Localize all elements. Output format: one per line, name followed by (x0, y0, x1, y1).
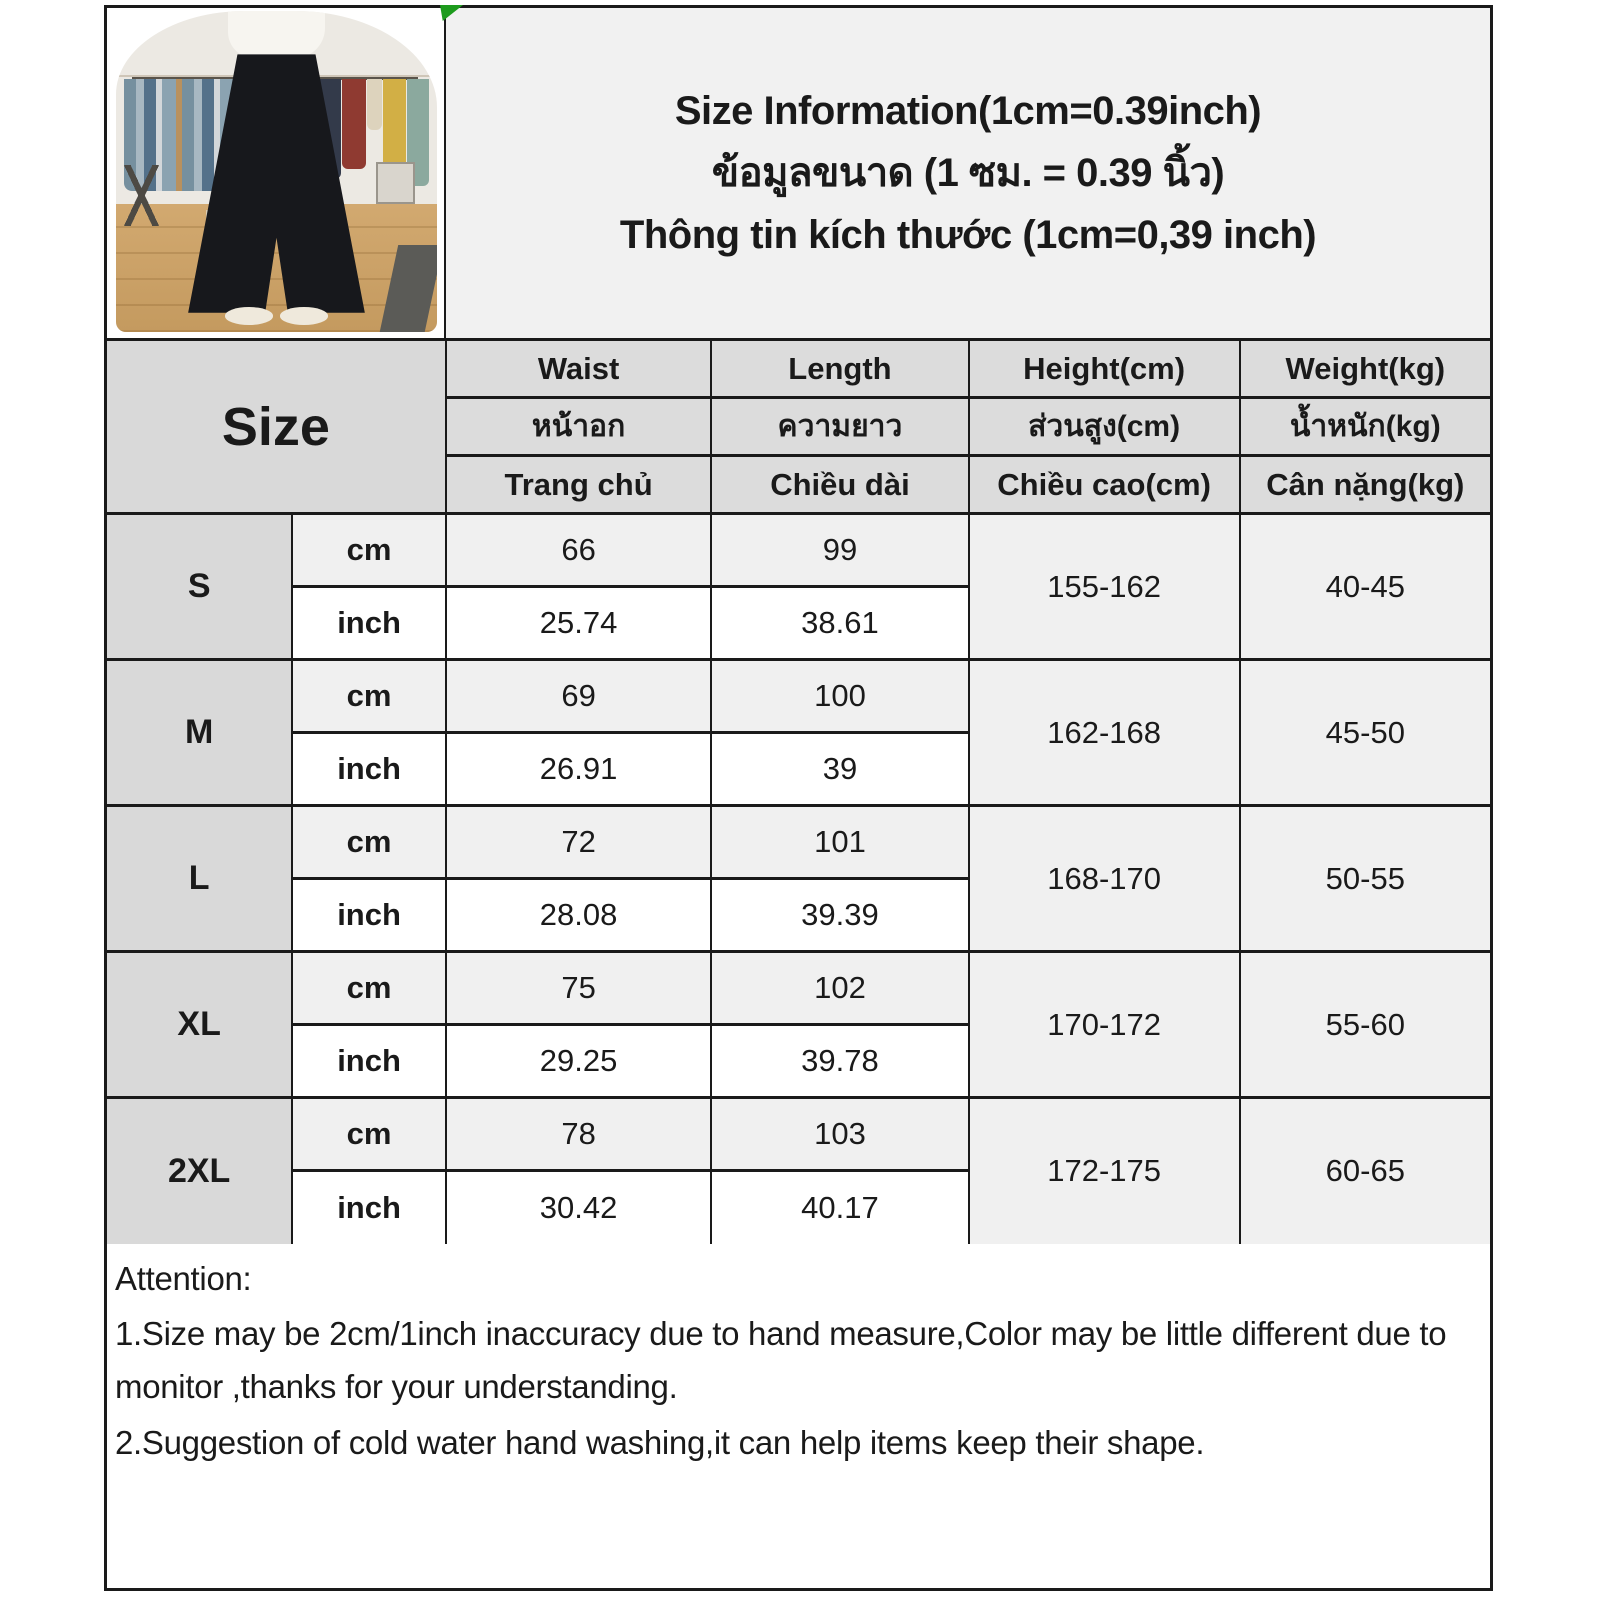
waist-header-th: หน้าอก (446, 398, 712, 456)
size-column-header: Size (107, 341, 446, 514)
size-l-label: L (107, 806, 292, 952)
attention-note-2: 2.Suggestion of cold water hand washing,it can help items keep their shape. (115, 1423, 1205, 1461)
attention-title: Attention: (115, 1259, 252, 1297)
unit-cm-label: cm (292, 806, 446, 879)
waist-header-en: Waist (446, 341, 712, 398)
attention-notes (107, 1244, 1490, 1589)
weight-header-vi: Cân nặng(kg) (1240, 456, 1490, 514)
size-s-cm-row (107, 514, 1490, 587)
weight-header-th: น้ำหนัก(kg) (1240, 398, 1490, 456)
length-inch-value: 39.78 (711, 1025, 968, 1098)
waist-cm-value: 78 (446, 1098, 712, 1171)
unit-inch-label: inch (292, 733, 446, 806)
size-m-cm-row (107, 660, 1490, 733)
length-inch-value: 39.39 (711, 879, 968, 952)
photo-shoe-left (225, 307, 273, 325)
photo-folding-stool (122, 165, 161, 226)
header-section (107, 8, 1490, 341)
waist-inch-value: 26.91 (446, 733, 712, 806)
size-table (107, 341, 1490, 1244)
weight-range-value: 45-50 (1240, 660, 1490, 806)
product-photo (116, 11, 437, 332)
photo-garment-red (342, 79, 365, 169)
length-cm-value: 101 (711, 806, 968, 879)
height-header-th: ส่วนสูง(cm) (969, 398, 1240, 456)
weight-range-value: 50-55 (1240, 806, 1490, 952)
unit-inch-label: inch (292, 1171, 446, 1244)
size-info-title-banner (446, 8, 1490, 338)
unit-cm-label: cm (292, 1098, 446, 1171)
size-2xl-label: 2XL (107, 1098, 292, 1244)
unit-inch-label: inch (292, 1025, 446, 1098)
waist-cm-value: 72 (446, 806, 712, 879)
length-cm-value: 102 (711, 952, 968, 1025)
waist-inch-value: 28.08 (446, 879, 712, 952)
height-range-value: 168-170 (969, 806, 1240, 952)
waist-cm-value: 66 (446, 514, 712, 587)
unit-cm-label: cm (292, 514, 446, 587)
length-cm-value: 103 (711, 1098, 968, 1171)
waist-cm-value: 75 (446, 952, 712, 1025)
size-m-label: M (107, 660, 292, 806)
photo-tote-bag (367, 79, 382, 130)
waist-inch-value: 25.74 (446, 587, 712, 660)
photo-model-shirt (228, 11, 324, 58)
height-range-value: 170-172 (969, 952, 1240, 1098)
length-header-vi: Chiều dài (711, 456, 968, 514)
weight-range-value: 60-65 (1240, 1098, 1490, 1244)
length-header-th: ความยาว (711, 398, 968, 456)
size-2xl-cm-row (107, 1098, 1490, 1171)
weight-range-value: 40-45 (1240, 514, 1490, 660)
height-range-value: 162-168 (969, 660, 1240, 806)
height-range-value: 155-162 (969, 514, 1240, 660)
size-s-label: S (107, 514, 292, 660)
weight-range-value: 55-60 (1240, 952, 1490, 1098)
photo-metal-rack (376, 162, 415, 204)
waist-inch-value: 30.42 (446, 1171, 712, 1244)
weight-header-en: Weight(kg) (1240, 341, 1490, 398)
unit-cm-label: cm (292, 660, 446, 733)
unit-inch-label: inch (292, 879, 446, 952)
waist-header-vi: Trang chủ (446, 456, 712, 514)
photo-shoe-right (280, 307, 328, 325)
height-header-en: Height(cm) (969, 341, 1240, 398)
height-header-vi: Chiều cao(cm) (969, 456, 1240, 514)
title-line-en: Size Information(1cm=0.39inch) (674, 89, 1262, 133)
waist-inch-value: 29.25 (446, 1025, 712, 1098)
waist-cm-value: 69 (446, 660, 712, 733)
product-photo-cell (107, 8, 446, 338)
height-range-value: 172-175 (969, 1098, 1240, 1244)
table-header-row-en (107, 341, 1490, 398)
length-inch-value: 39 (711, 733, 968, 806)
length-cm-value: 99 (711, 514, 968, 587)
title-line-th: ข้อมูลขนาด (1 ซม. = 0.39 นิ้ว) (711, 151, 1225, 195)
length-header-en: Length (711, 341, 968, 398)
unit-cm-label: cm (292, 952, 446, 1025)
size-l-cm-row (107, 806, 1490, 879)
page-frame (104, 5, 1493, 1591)
length-cm-value: 100 (711, 660, 968, 733)
length-inch-value: 38.61 (711, 587, 968, 660)
length-inch-value: 40.17 (711, 1171, 968, 1244)
title-line-vi: Thông tin kích thước (1cm=0,39 inch) (619, 213, 1317, 257)
unit-inch-label: inch (292, 587, 446, 660)
attention-note-1: 1.Size may be 2cm/1inch inaccuracy due to hand measure,Color may be little different due to monitor ,thanks for your understanding. (115, 1314, 1447, 1406)
size-xl-label: XL (107, 952, 292, 1098)
size-xl-cm-row (107, 952, 1490, 1025)
